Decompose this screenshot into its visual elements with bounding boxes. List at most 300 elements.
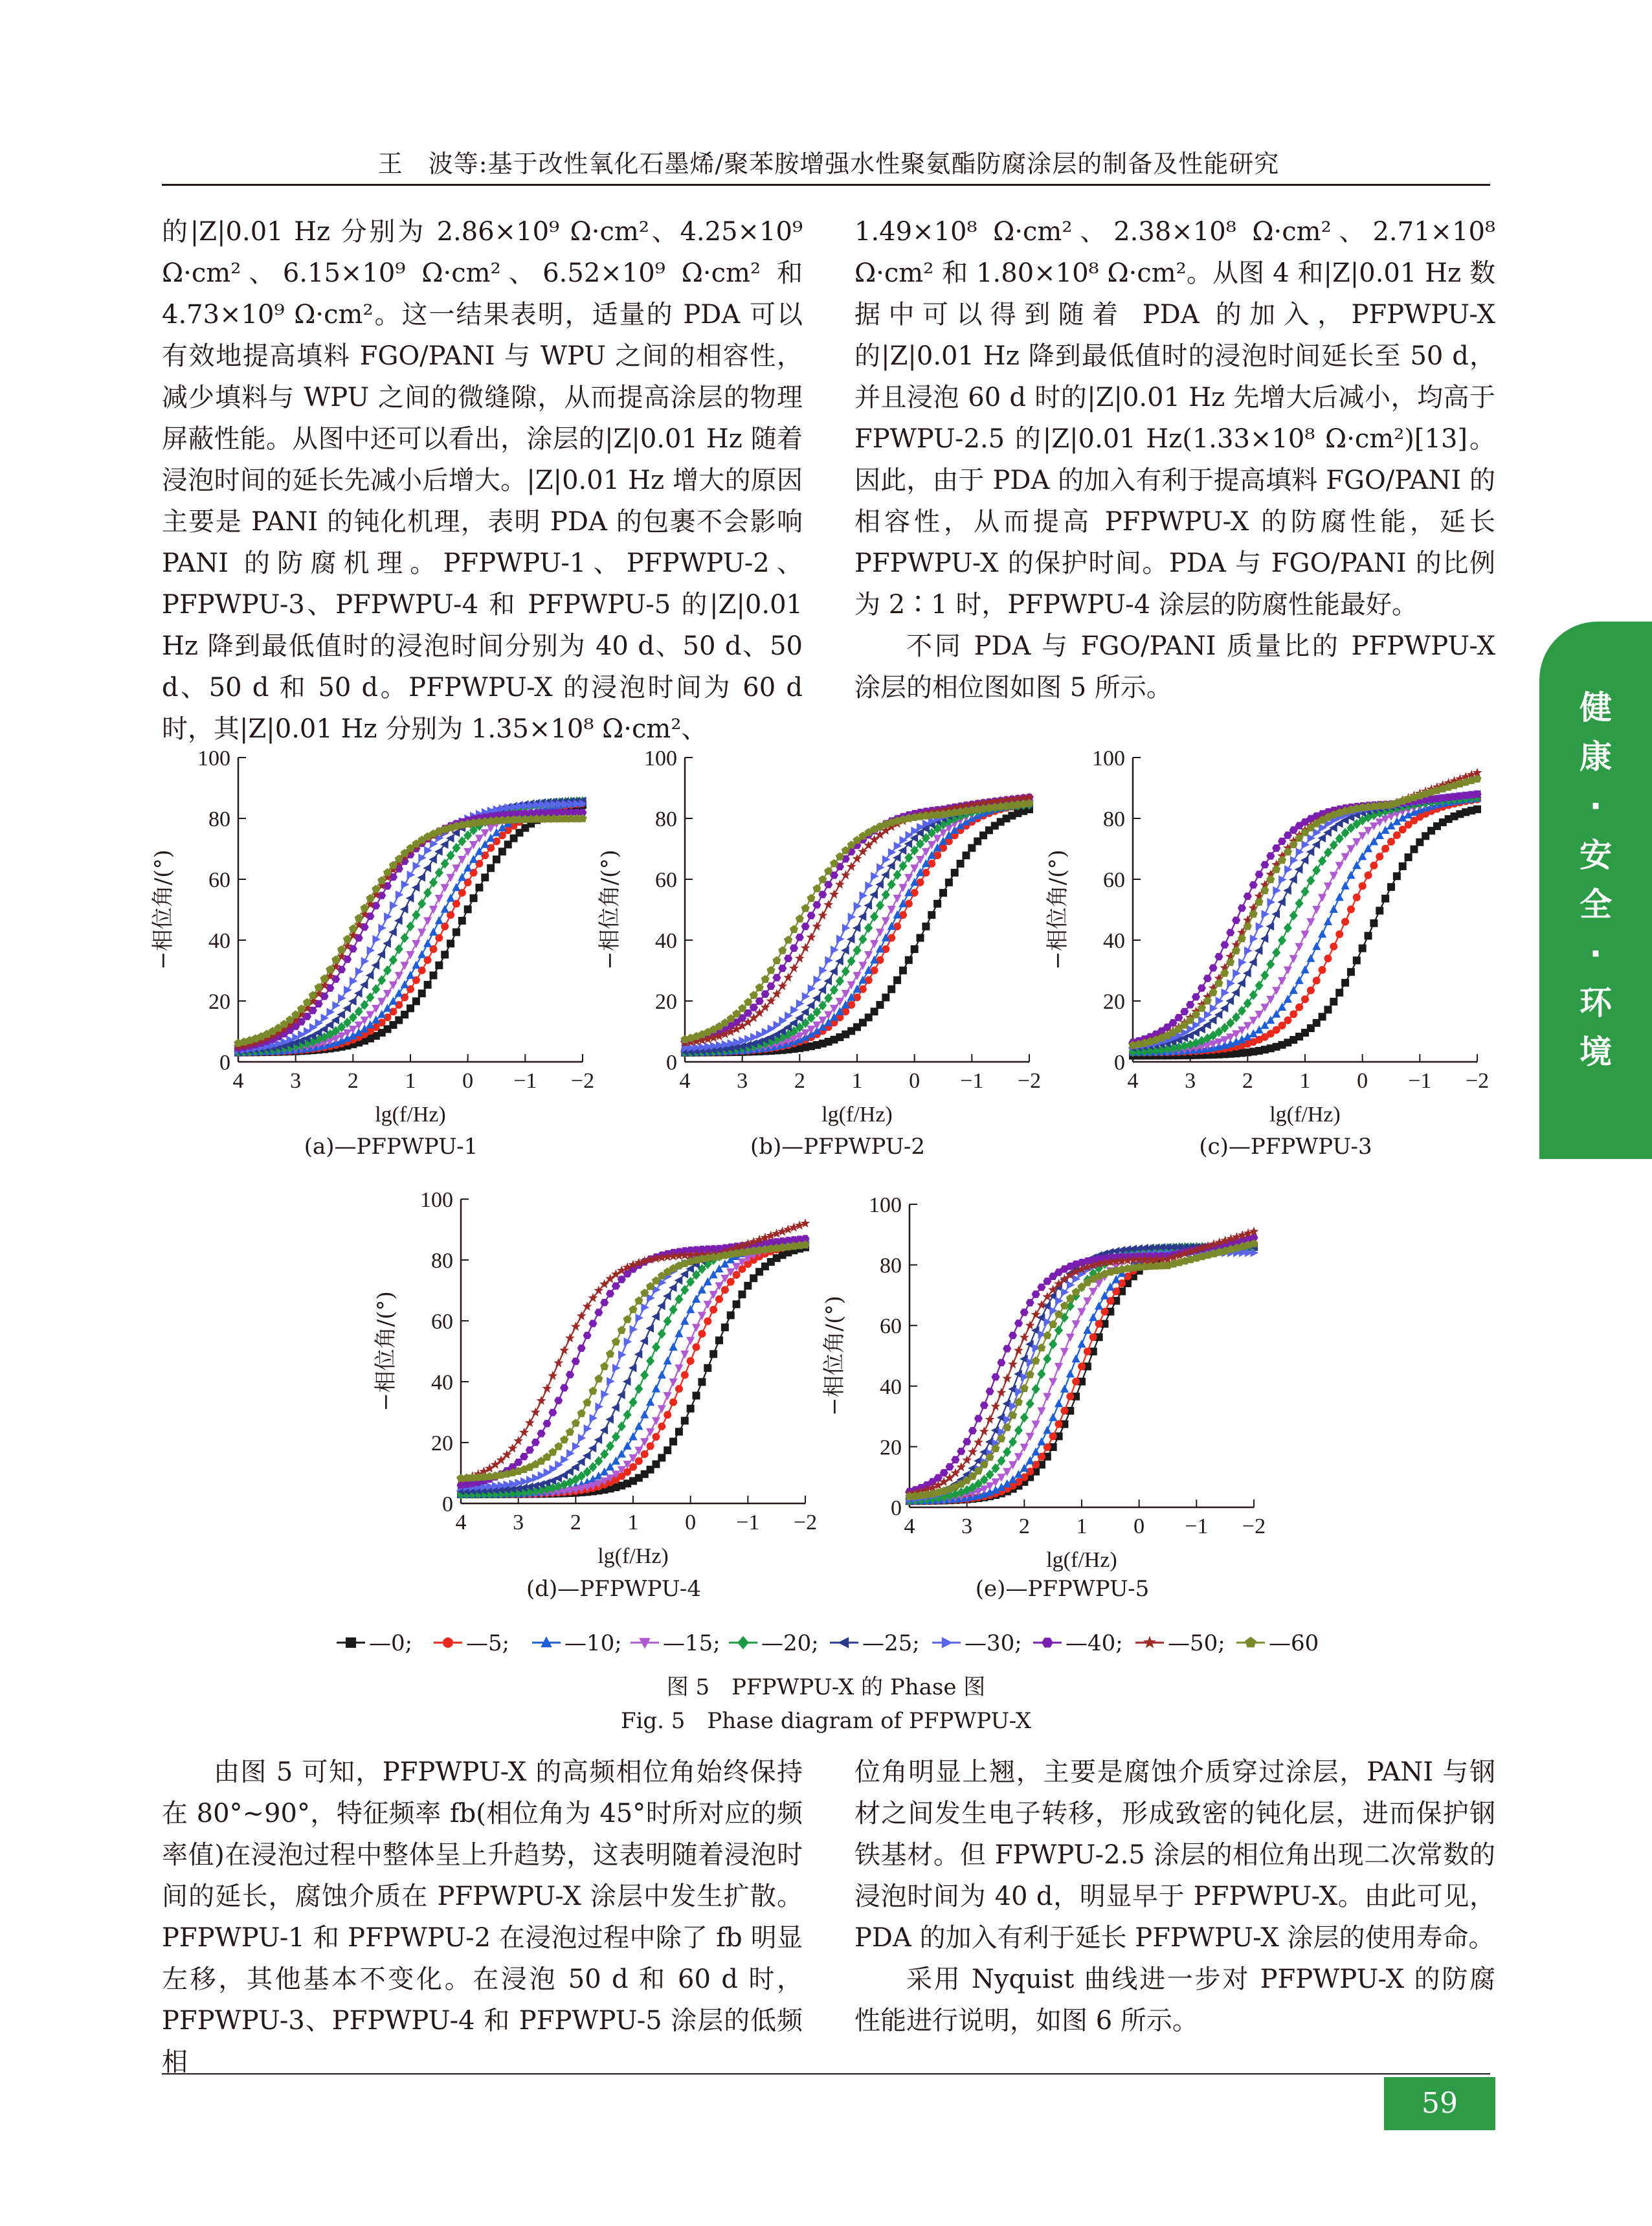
- data-point: [429, 928, 438, 936]
- data-point: [652, 1342, 660, 1353]
- data-point: [348, 997, 357, 1006]
- data-point: [1216, 996, 1224, 1005]
- x-tick-label: 2: [347, 1069, 359, 1093]
- data-point: [1077, 1340, 1086, 1348]
- data-point: [470, 894, 478, 902]
- data-point: [854, 902, 862, 910]
- data-point: [623, 1315, 632, 1323]
- data-point: [1026, 1399, 1034, 1409]
- data-point: [600, 1426, 608, 1434]
- data-point: [384, 912, 392, 921]
- data-point: [658, 1422, 665, 1430]
- data-point: [635, 1457, 643, 1465]
- y-tick-label: 100: [644, 747, 677, 770]
- data-point: [1300, 886, 1309, 897]
- data-point: [980, 1402, 988, 1409]
- data-point: [1289, 986, 1298, 995]
- side-tab-char: ·: [1589, 935, 1602, 972]
- y-tick-label: 100: [420, 1188, 453, 1212]
- data-point: [1278, 936, 1286, 946]
- y-tick-label: 60: [880, 1314, 902, 1339]
- data-point: [412, 997, 420, 1005]
- chart-panel-5: [821, 1193, 1266, 1602]
- data-point: [525, 1418, 535, 1427]
- data-point: [1370, 919, 1378, 927]
- data-point: [1095, 1320, 1103, 1328]
- y-tick-label: 0: [891, 1496, 902, 1520]
- x-tick-label: 3: [1185, 1069, 1196, 1093]
- chart-panel-3: [1045, 747, 1489, 1160]
- data-point: [372, 935, 381, 943]
- data-point: [847, 956, 856, 967]
- data-point: [664, 1392, 672, 1400]
- data-point: [406, 971, 414, 979]
- data-point: [664, 1356, 672, 1365]
- data-point: [554, 1397, 563, 1404]
- data-point: [1278, 977, 1286, 985]
- data-point: [605, 1415, 614, 1424]
- data-point: [1387, 883, 1395, 891]
- data-point: [1043, 1354, 1051, 1364]
- data-point: [407, 871, 416, 879]
- data-point: [893, 976, 901, 984]
- data-point: [481, 873, 489, 881]
- x-tick-label: 0: [685, 1511, 697, 1535]
- data-point: [583, 1301, 592, 1310]
- data-point: [1284, 967, 1292, 975]
- data-point: [911, 945, 919, 953]
- data-point: [664, 1411, 671, 1419]
- data-point: [784, 955, 792, 963]
- data-point: [841, 870, 851, 879]
- data-point: [1300, 930, 1309, 939]
- data-point: [389, 955, 397, 965]
- x-tick-label: −2: [1017, 1069, 1042, 1093]
- legend-label: —60: [1269, 1630, 1319, 1656]
- panel-caption: (d)—PFPWPU-4: [526, 1576, 702, 1602]
- data-point: [957, 860, 965, 868]
- x-tick-label: 4: [455, 1511, 467, 1535]
- data-point: [1227, 979, 1235, 987]
- data-point: [1318, 930, 1326, 938]
- panel-caption: (a)—PFPWPU-1: [304, 1134, 478, 1160]
- data-point: [838, 1637, 849, 1648]
- data-point: [772, 974, 781, 981]
- data-point: [1061, 1288, 1069, 1296]
- data-point: [367, 946, 375, 954]
- data-point: [571, 1321, 581, 1331]
- data-point: [519, 1428, 529, 1437]
- data-point: [407, 1004, 414, 1012]
- x-tick-label: −1: [736, 1511, 760, 1535]
- data-point: [709, 1306, 717, 1314]
- data-point: [447, 939, 454, 947]
- y-tick-label: 60: [655, 868, 677, 892]
- data-point: [1341, 979, 1349, 987]
- data-point: [917, 934, 924, 942]
- data-point: [864, 951, 873, 960]
- y-tick-label: 80: [655, 807, 677, 831]
- data-point: [823, 900, 833, 909]
- x-tick-label: 3: [961, 1514, 973, 1538]
- data-point: [452, 864, 460, 873]
- data-point: [853, 972, 861, 980]
- legend-label: —15;: [663, 1630, 720, 1656]
- y-tick-label: 100: [1092, 747, 1125, 770]
- data-point: [646, 1356, 654, 1366]
- data-point: [572, 1358, 580, 1366]
- data-point: [802, 992, 810, 1000]
- data-point: [812, 921, 822, 930]
- data-point: [1238, 905, 1246, 912]
- data-point: [669, 1378, 678, 1387]
- data-point: [594, 1435, 603, 1444]
- data-point: [1330, 998, 1337, 1006]
- y-tick-label: 20: [655, 990, 677, 1014]
- data-point: [899, 967, 907, 974]
- data-point: [1077, 1308, 1086, 1316]
- data-point: [709, 1350, 717, 1358]
- data-point: [1260, 886, 1269, 895]
- data-point: [986, 1388, 994, 1395]
- data-point: [1295, 865, 1303, 873]
- data-point: [829, 890, 839, 899]
- data-point: [452, 928, 460, 936]
- data-point: [1353, 894, 1361, 901]
- data-point: [1295, 943, 1304, 952]
- data-point: [1346, 871, 1355, 879]
- data-point: [400, 905, 408, 914]
- data-point: [1032, 1447, 1040, 1456]
- data-point: [807, 894, 816, 903]
- paragraph: 不同 PDA 与 FGO/PANI 质量比的 PFPWPU-X 涂层的相位图如图 5 所示。: [854, 631, 1495, 703]
- data-point: [372, 961, 380, 969]
- data-point: [1032, 1421, 1040, 1429]
- data-point: [651, 1312, 660, 1321]
- data-point: [1002, 1373, 1012, 1382]
- data-point: [640, 1410, 649, 1419]
- data-point: [418, 989, 426, 997]
- data-point: [1084, 1347, 1091, 1355]
- data-point: [681, 1371, 689, 1379]
- data-point: [406, 894, 414, 903]
- data-point: [968, 1447, 977, 1456]
- data-point: [418, 899, 426, 909]
- data-point: [377, 950, 386, 959]
- data-point: [801, 1219, 810, 1228]
- data-point: [974, 1415, 983, 1422]
- y-tick-label: 80: [208, 807, 230, 831]
- data-point: [858, 962, 867, 971]
- data-point: [789, 963, 799, 972]
- data-point: [418, 853, 427, 862]
- data-point: [396, 890, 404, 899]
- data-point: [383, 965, 392, 976]
- data-point: [836, 935, 845, 943]
- data-point: [721, 1323, 729, 1331]
- side-tab-char: ·: [1589, 787, 1602, 825]
- data-point: [1043, 1393, 1051, 1401]
- data-point: [681, 1417, 689, 1424]
- data-point: [331, 976, 340, 983]
- text-column-right-bottom: [854, 1751, 1495, 2041]
- data-point: [819, 966, 827, 974]
- data-point: [733, 1300, 741, 1308]
- x-tick-label: 3: [737, 1069, 748, 1093]
- data-point: [594, 1309, 603, 1316]
- side-tab-char: 安: [1579, 837, 1612, 874]
- data-point: [1020, 1332, 1029, 1342]
- data-point: [1301, 995, 1309, 1003]
- data-point: [1365, 932, 1372, 939]
- data-point: [606, 1349, 614, 1357]
- data-point: [814, 976, 822, 984]
- data-point: [1037, 1369, 1045, 1379]
- data-point: [646, 1398, 654, 1406]
- data-point: [864, 901, 873, 910]
- data-point: [864, 923, 873, 933]
- x-axis-label: lg(f/Hz): [1046, 1548, 1117, 1572]
- data-point: [1238, 934, 1246, 943]
- data-point: [796, 999, 805, 1007]
- data-point: [818, 910, 827, 919]
- data-point: [435, 916, 443, 925]
- y-tick-label: 0: [442, 1492, 453, 1516]
- data-point: [658, 1454, 665, 1462]
- data-point: [1341, 881, 1350, 890]
- paragraph: 采用 Nyquist 曲线进一步对 PFPWPU-X 的防腐性能进行说明，如图 6 所示。: [854, 1964, 1495, 2036]
- data-point: [413, 862, 421, 870]
- data-point: [1008, 1359, 1018, 1368]
- footer-rule: [162, 2073, 1490, 2074]
- data-point: [1410, 846, 1418, 853]
- data-point: [1143, 1636, 1156, 1648]
- data-point: [1032, 1290, 1040, 1298]
- data-point: [835, 957, 843, 965]
- data-point: [1220, 941, 1229, 949]
- data-point: [669, 1305, 678, 1315]
- y-axis-label: −相位角/(°): [1045, 849, 1071, 970]
- data-point: [1026, 1299, 1034, 1307]
- data-point: [847, 935, 855, 943]
- x-tick-label: −1: [1185, 1514, 1209, 1538]
- data-point: [1231, 989, 1240, 997]
- data-point: [452, 883, 460, 892]
- data-point: [869, 890, 878, 899]
- series-10: [905, 1242, 1258, 1505]
- legend-label: —10;: [564, 1630, 622, 1656]
- data-point: [412, 961, 420, 969]
- data-point: [572, 1442, 581, 1450]
- data-point: [939, 889, 947, 897]
- data-point: [807, 932, 816, 941]
- data-point: [904, 874, 913, 883]
- data-point: [1209, 964, 1218, 971]
- data-point: [985, 1415, 995, 1424]
- data-point: [418, 950, 426, 958]
- data-point: [572, 1419, 580, 1426]
- data-point: [1300, 965, 1309, 974]
- data-point: [1009, 1332, 1017, 1339]
- data-point: [423, 888, 432, 898]
- data-point: [1244, 893, 1252, 900]
- y-tick-label: 20: [431, 1432, 453, 1456]
- data-point: [1330, 943, 1337, 950]
- series-25: [905, 1242, 1258, 1503]
- data-point: [447, 894, 455, 902]
- data-point: [423, 917, 432, 926]
- panel-caption: (e)—PFPWPU-5: [975, 1576, 1150, 1602]
- data-point: [928, 911, 935, 919]
- data-point: [1335, 862, 1344, 870]
- data-point: [669, 1399, 677, 1406]
- data-point: [1066, 1369, 1075, 1378]
- data-point: [1037, 1437, 1045, 1446]
- data-point: [1060, 1407, 1068, 1415]
- data-point: [1324, 883, 1332, 891]
- data-point: [1249, 881, 1258, 888]
- x-tick-label: 4: [679, 1069, 691, 1093]
- x-tick-label: 3: [290, 1069, 302, 1093]
- data-point: [1095, 1301, 1103, 1310]
- data-point: [360, 980, 368, 989]
- data-point: [578, 1433, 586, 1442]
- panel-caption: (b)—PFPWPU-2: [750, 1134, 926, 1160]
- data-point: [1341, 918, 1349, 926]
- data-point: [1335, 930, 1343, 938]
- data-point: [354, 989, 363, 998]
- data-point: [641, 1450, 649, 1458]
- y-tick-label: 80: [880, 1254, 902, 1278]
- data-point: [812, 994, 821, 1002]
- data-point: [669, 1342, 678, 1351]
- data-point: [1055, 1363, 1063, 1371]
- data-point: [1232, 947, 1240, 955]
- data-point: [1072, 1355, 1080, 1363]
- data-point: [1359, 882, 1367, 890]
- data-point: [795, 954, 805, 963]
- data-point: [1042, 1637, 1053, 1647]
- x-tick-label: −2: [570, 1069, 595, 1093]
- side-tab-char: 健: [1579, 689, 1612, 726]
- paragraph: 的|Z|0.01 Hz 分别为 2.86×10⁹ Ω·cm²、4.25×10⁹ Ω·cm²、6.15×10⁹ Ω·cm²、6.52×10⁹ Ω·cm² 和 4.73×10⁹ Ω·cm²。这一结果表明，适量的 PDA 可以有效地提高填料 FGO/PANI 与 WPU 之间的相容性，减少填料与 WPU 之间的微缝隙，从而提高涂层的物理屏蔽性能。从图中还可以看出，涂层的|Z|0.01 Hz 随着浸泡时间的延长先减小后增大。|Z|0.01 Hz 增大的原因主要是 PANI 的钝化机理，表明 PDA 的包裹不会影响 PANI 的防腐机理。PFPWPU-1、PFPWPU-2、PFPWPU-3、PFPWPU-4 和 PFPWPU-5 的|Z|0.01 Hz 降到最低值时的浸泡时间分别为 40 d、50 d、50 d、50 d 和 50 d。PFPWPU-X 的浸泡时间为 60 d 时，其|Z|0.01 Hz 分别为 1.35×10⁸ Ω·cm²、: [162, 217, 803, 744]
- data-point: [612, 1432, 620, 1442]
- data-point: [1055, 1421, 1063, 1428]
- data-point: [1255, 897, 1264, 906]
- data-point: [1381, 895, 1389, 903]
- data-point: [1049, 1413, 1057, 1421]
- data-point: [1055, 1399, 1063, 1408]
- data-point: [1347, 906, 1355, 914]
- y-tick-label: 0: [219, 1051, 230, 1075]
- data-point: [577, 1311, 586, 1320]
- data-point: [1284, 1017, 1291, 1024]
- data-point: [343, 935, 352, 943]
- side-tab-char: 境: [1579, 1033, 1612, 1071]
- data-point: [361, 957, 370, 965]
- data-point: [629, 1463, 637, 1471]
- data-point: [778, 965, 787, 972]
- data-point: [1020, 1444, 1029, 1452]
- data-point: [951, 869, 959, 877]
- data-point: [687, 1357, 695, 1365]
- data-point: [390, 901, 398, 910]
- data-point: [355, 967, 364, 976]
- data-point: [1243, 969, 1251, 978]
- data-point: [658, 1371, 666, 1379]
- data-point: [841, 946, 849, 954]
- data-point: [1203, 974, 1212, 982]
- data-point: [784, 936, 792, 943]
- panel-caption: (c)—PFPWPU-3: [1199, 1134, 1372, 1160]
- y-tick-label: 60: [431, 1310, 453, 1334]
- data-point: [761, 975, 770, 983]
- data-point: [548, 1371, 557, 1380]
- data-point: [1324, 1006, 1332, 1013]
- data-point: [1376, 907, 1383, 915]
- y-tick-label: 0: [666, 1051, 677, 1075]
- x-axis-label: lg(f/Hz): [597, 1544, 669, 1568]
- data-point: [882, 855, 891, 864]
- data-point: [1255, 980, 1264, 991]
- data-point: [618, 1421, 626, 1432]
- data-point: [1003, 1345, 1011, 1352]
- data-point: [611, 1403, 620, 1411]
- data-point: [1255, 947, 1263, 955]
- data-point: [818, 985, 827, 994]
- data-point: [1020, 1413, 1029, 1423]
- data-point: [1060, 1348, 1069, 1356]
- data-point: [778, 946, 787, 954]
- y-axis-label: −相位角/(°): [150, 849, 176, 970]
- data-point: [1381, 845, 1389, 853]
- data-point: [997, 1359, 1005, 1366]
- data-point: [933, 900, 941, 908]
- data-point: [715, 1336, 723, 1344]
- data-point: [1226, 996, 1234, 1005]
- x-tick-label: −1: [513, 1069, 537, 1093]
- data-point: [612, 1338, 620, 1346]
- x-tick-label: −2: [1465, 1069, 1490, 1093]
- data-point: [664, 1316, 672, 1327]
- y-tick-label: 80: [1103, 807, 1125, 831]
- data-point: [372, 885, 380, 893]
- legend-label: —40;: [1066, 1630, 1123, 1656]
- data-point: [704, 1318, 711, 1325]
- data-point: [1198, 984, 1206, 991]
- data-point: [1043, 1331, 1051, 1339]
- data-point: [675, 1428, 683, 1435]
- data-point: [1078, 1362, 1086, 1370]
- y-tick-label: 20: [208, 990, 230, 1014]
- data-point: [548, 1409, 557, 1416]
- x-tick-label: 1: [1076, 1514, 1088, 1538]
- data-point: [1289, 910, 1298, 921]
- data-point: [1324, 954, 1332, 962]
- data-point: [766, 966, 775, 974]
- x-tick-label: 2: [570, 1511, 581, 1535]
- data-point: [669, 1438, 677, 1446]
- data-point: [675, 1364, 683, 1373]
- data-point: [1262, 910, 1270, 918]
- data-point: [1330, 905, 1338, 913]
- data-point: [332, 1001, 340, 1009]
- data-point: [1319, 966, 1326, 974]
- data-point: [588, 1444, 597, 1452]
- data-point: [566, 1371, 574, 1378]
- data-point: [1049, 1339, 1057, 1349]
- data-point: [531, 1439, 540, 1446]
